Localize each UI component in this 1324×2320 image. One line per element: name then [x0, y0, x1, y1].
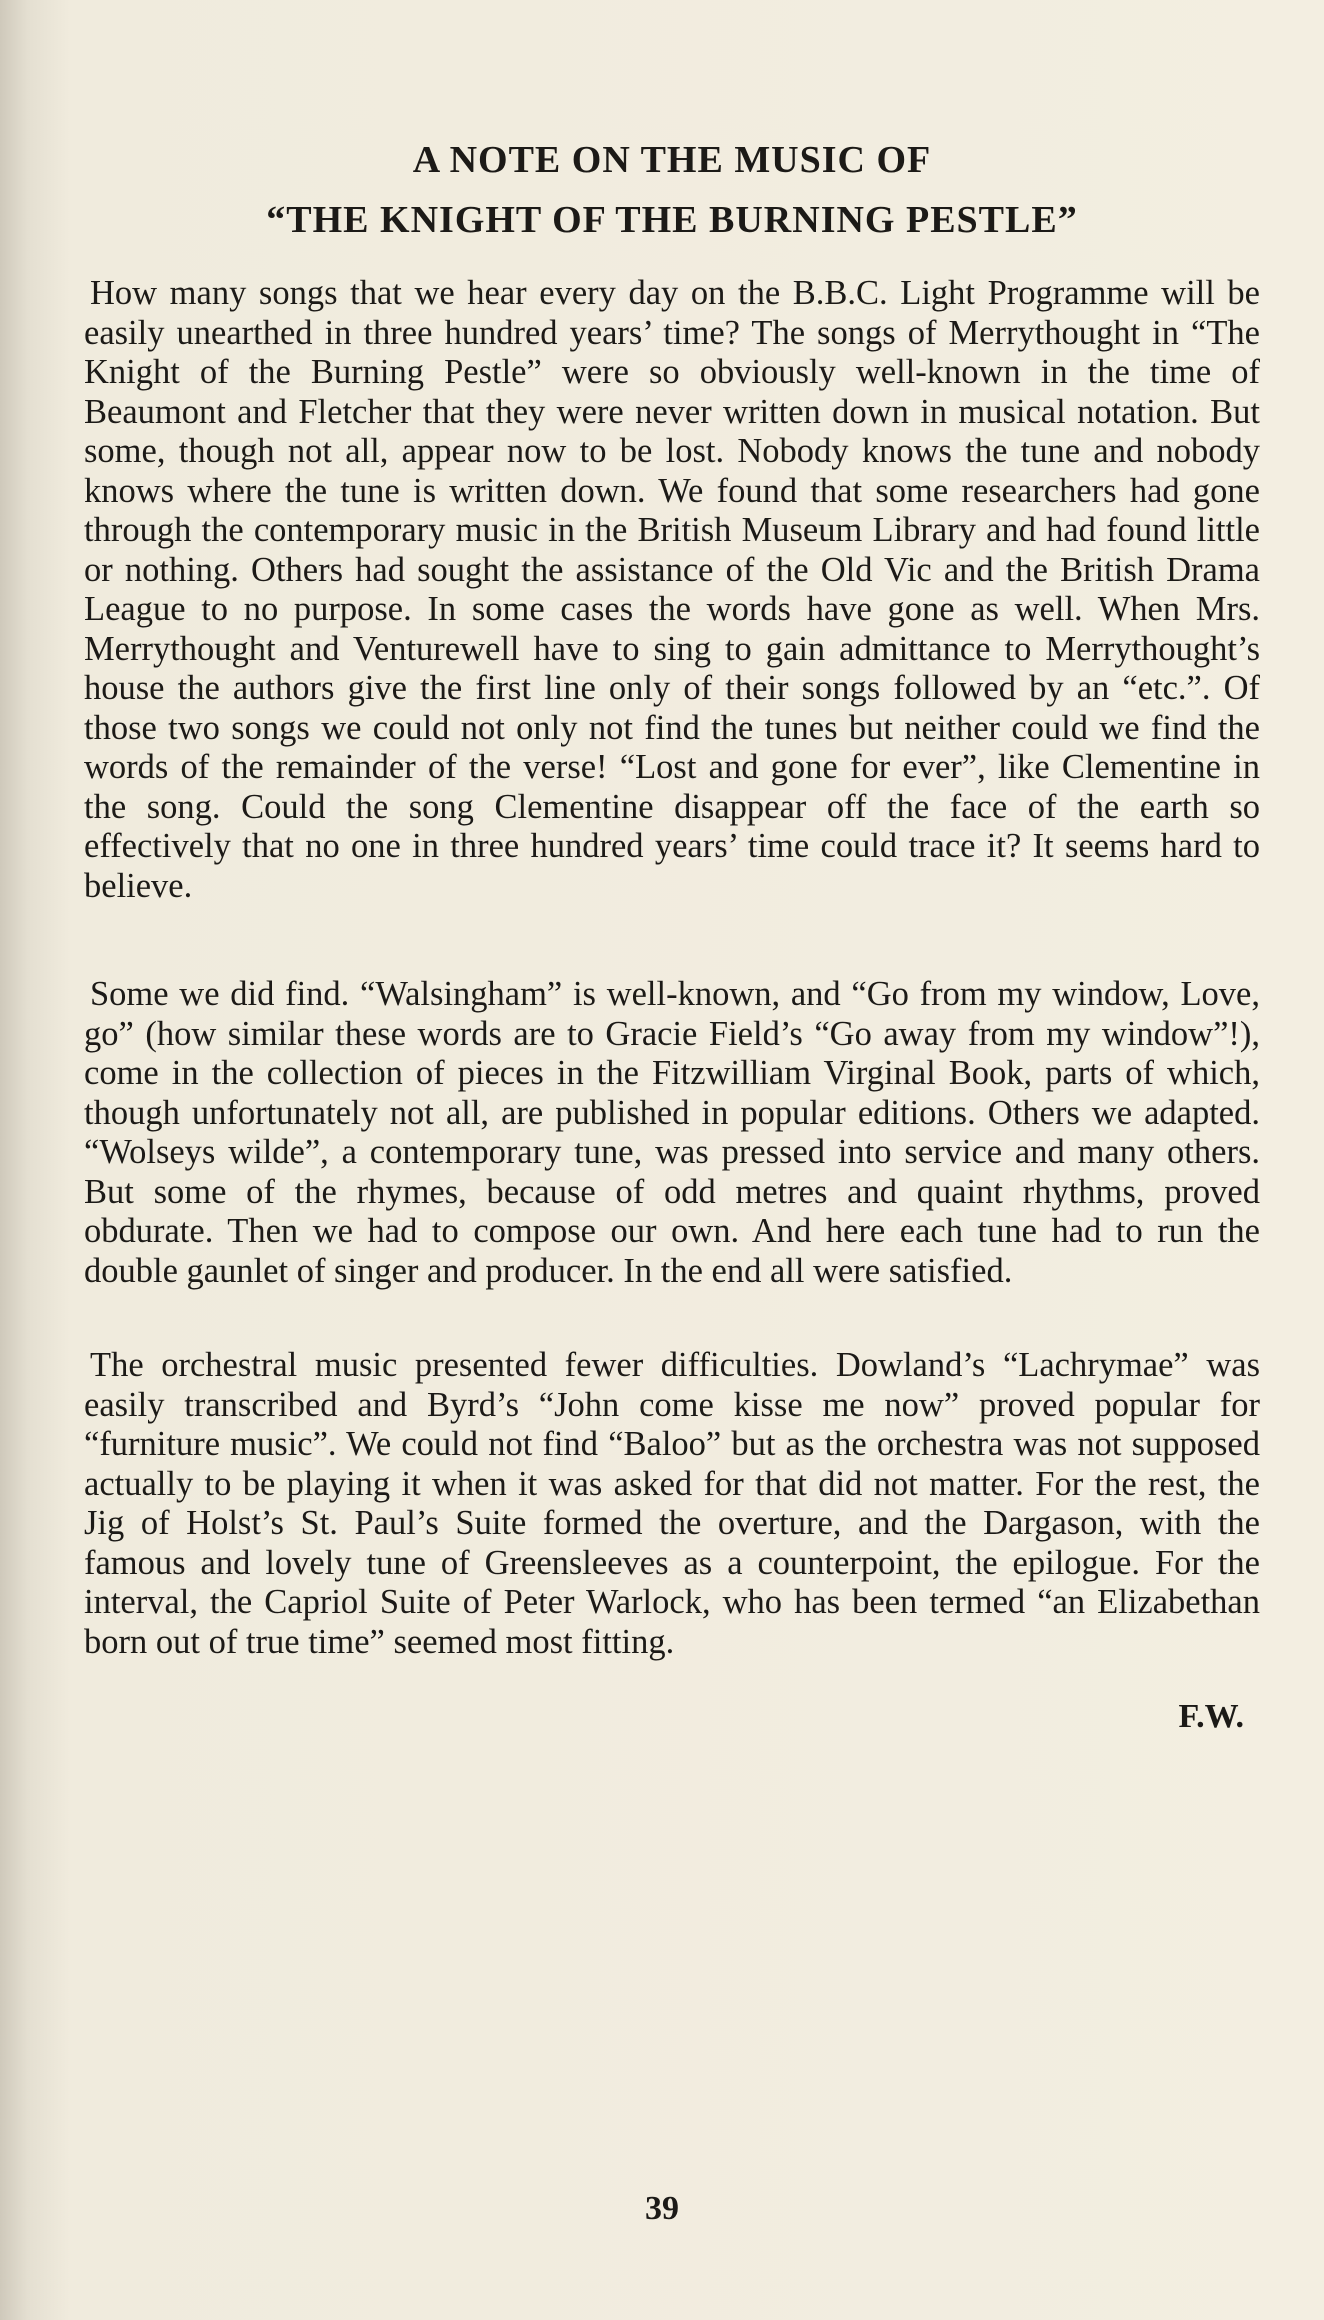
paragraph-2	[84, 975, 1260, 1291]
paragraph-gap	[84, 1291, 1260, 1346]
article	[84, 130, 1260, 1736]
paragraph-text: The orchestral music presented fewer difficulties. Dowland’s “Lachrymae” was easily transcribed and Byrd’s “John come kisse me now” proved popular for “furniture music”. We could not find “Baloo” but as the orchestra was not supposed actually to be playing it when it was asked for that did not matter. For the rest, the Jig of Holst’s St. Paul’s Suite formed the overture, and the Dargason, with the famous and lovely tune of Greensleeves as a counterpoint, the epilogue. For the interval, the Capriol Suite of Peter Warlock, who has been termed “an Elizabethan born out of true time” seemed most fitting.	[84, 1346, 1260, 1661]
paragraph-1	[84, 274, 1260, 906]
paragraph-text: Some we did find. “Walsingham” is well-known, and “Go from my window, Love, go” (how similar these words are to Gracie Field’s “Go away from my window”!), come in the collection of pieces in the Fitzwilliam Virginal Book, parts of which, though unfortunately not all, are published in popular editions. Others we adapted. “Wolseys wilde”, a contemporary tune, was pressed into service and many others. But some of the rhymes, because of odd metres and quaint rhythms, proved obdurate. Then we had to compose our own. And here each tune had to run the double gaunlet of singer and producer. In the end all were satisfied.	[84, 975, 1260, 1290]
article-title	[84, 130, 1260, 250]
title-line-2: “THE KNIGHT OF THE BURNING PESTLE”	[266, 199, 1078, 241]
paragraph-text: How many songs that we hear every day on the B.B.C. Light Programme will be easily unearthed in three hundred years’ time? The songs of Merrythought in “The Knight of the Burning Pestle” were so obviously well-known in the time of Beaumont and Fletcher that they were never written down in musical notation. But some, though not all, appear now to be lost. Nobody knows the tune and nobody knows where the tune is written down. We found that some researchers had gone through the contemporary music in the British Museum Library and had found little or nothing. Others had sought the assistance of the Old Vic and the British Drama League to no purpose. In some cases the words have gone as well. When Mrs. Merrythought and Venturewell have to sing to gain admittance to Merrythought’s house the authors give the first line only of their songs followed by an “etc.”. Of those two songs we could not only not find the tunes but neither could we find the words of the remainder of the verse! “Lost and gone for ever”, like Clementine in the song. Could the song Clementine disappear off the face of the earth so effectively that no one in three hundred years’ time could trace it? It seems hard to believe.	[84, 274, 1260, 905]
paragraph-3	[84, 1346, 1260, 1662]
author-signature: F.W.	[1178, 1698, 1244, 1735]
title-line-1: A NOTE ON THE MUSIC OF	[412, 139, 932, 181]
page-number: 39	[645, 2190, 679, 2227]
paragraph-gap	[84, 906, 1260, 975]
